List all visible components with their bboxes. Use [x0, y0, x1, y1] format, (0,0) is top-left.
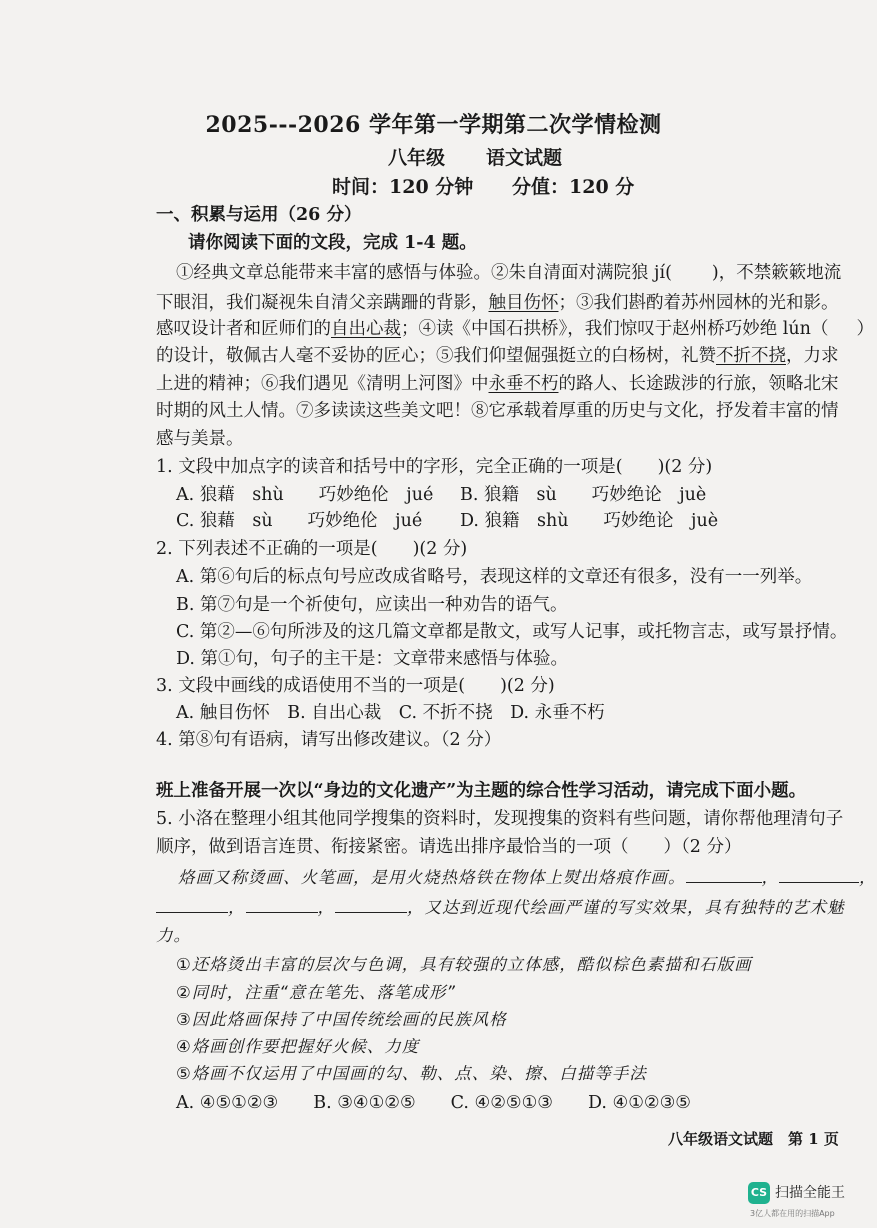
exam-subtitle-subject: 语文试题 [486, 147, 563, 169]
scanner-watermark [748, 1180, 860, 1224]
q5-text-line-3: 力。 [156, 926, 191, 945]
q5-sentence-5: ⑤烙画不仅运用了中国画的勾、勒、点、染、擦、白描等手法 [176, 1064, 647, 1083]
q5-text-line-2: ， ， ，又达到近现代绘画严谨的写实效果，具有独特的艺术魅 [156, 896, 845, 919]
exam-subtitle-grade: 八年级 [388, 147, 446, 169]
passage-line-1: ①经典文章总能带来丰富的感悟与体验。②朱自清面对满院狼 jí( )，不禁簌簌地流 [176, 263, 842, 283]
q4-stem: 4. 第⑧句有语病，请写出修改建议。（2 分） [156, 730, 502, 750]
q5-text-line-1: 烙画又称烫画、火笔画，是用火烧热烙铁在物体上熨出烙痕作画。 ， ， [178, 868, 877, 887]
passage-line-5: 上进的精神；⑥我们遇见《清明上河图》中永垂不朽的路人、长途跋涉的行旅，领略北宋 [156, 374, 839, 394]
passage-line-2: 下眼泪，我们凝视朱自清父亲蹒跚的背影，触目伤怀；③我们斟酌着苏州园林的光和影。 [156, 293, 839, 313]
scanner-app-name: 扫描全能王 [775, 1185, 845, 1201]
q2-option-b: B. 第⑦句是一个祈使句，应读出一种劝告的语气。 [176, 595, 568, 615]
camscanner-logo-icon: CS [748, 1182, 770, 1204]
q5-stem-line-1: 5. 小洛在整理小组其他同学搜集的资料时，发现搜集的资料有些问题，请你帮他理清句子 [156, 809, 844, 829]
exam-score: 分值：120 分 [512, 176, 635, 198]
q1-stem: 1. 文段中加点字的读音和括号中的字形，完全正确的一项是( )(2 分) [156, 457, 713, 477]
scanner-tagline: 3亿人都在用的扫描App [750, 1209, 835, 1218]
section-instruction: 请你阅读下面的文段，完成 1-4 题。 [188, 233, 477, 253]
q1-option-b: B. 狼籍 sù 巧妙绝论 juè [460, 485, 707, 505]
exam-time: 时间：120 分钟 [332, 176, 474, 198]
passage-line-3: 感叹设计者和匠师们的自出心裁；④读《中国石拱桥》，我们惊叹于赵州桥巧妙绝 lún（ ） [156, 319, 874, 339]
q3-stem: 3. 文段中画线的成语使用不当的一项是( )(2 分) [156, 676, 555, 696]
answer-blank-4[interactable] [246, 896, 318, 913]
q1-option-a: A. 狼藉 shù 巧妙绝伦 jué [176, 485, 434, 505]
exam-title: 2025---2026 学年第一学期第二次学情检测 [205, 112, 662, 138]
q2-option-a: A. 第⑥句后的标点句号应改成省略号，表现这样的文章还有很多，没有一一列举。 [176, 567, 813, 587]
answer-blank-1[interactable] [686, 866, 762, 883]
q5-options: A. ④⑤①②③ B. ③④①②⑤ C. ④②⑤①③ D. ④①②③⑤ [176, 1093, 691, 1113]
q1-option-d: D. 狼籍 shù 巧妙绝论 juè [460, 511, 719, 531]
q5-sentence-4: ④烙画创作要把握好火候、力度 [176, 1037, 420, 1056]
answer-blank-3[interactable] [156, 896, 228, 913]
q5-stem-line-2: 顺序，做到语言连贯、衔接紧密。请选出排序最恰当的一项（ ）（2 分） [156, 837, 742, 857]
passage-line-4: 的设计，敬佩古人毫不妥协的匠心；⑤我们仰望倔强挺立的白杨树，礼赞不折不挠，力求 [156, 346, 839, 366]
answer-blank-5[interactable] [335, 896, 407, 913]
idiom-underline-3: 不折不挠 [716, 346, 786, 366]
passage-line-6: 时期的风土人情。⑦多读读这些美文吧！⑧它承载着厚重的历史与文化，抒发着丰富的情 [156, 401, 839, 421]
activity-intro: 班上准备开展一次以“身边的文化遗产”为主题的综合性学习活动，请完成下面小题。 [156, 781, 807, 801]
answer-blank-2[interactable] [779, 866, 859, 883]
passage-line-7: 感与美景。 [156, 429, 244, 449]
q3-options: A. 触目伤怀 B. 自出心裁 C. 不折不挠 D. 永垂不朽 [176, 703, 605, 723]
q5-sentence-2: ②同时，注重“意在笔先、落笔成形” [176, 983, 456, 1002]
page-footer: 八年级语文试题 第 1 页 [668, 1130, 839, 1148]
q2-option-d: D. 第①句，句子的主干是：文章带来感悟与体验。 [176, 649, 569, 669]
q5-sentence-1: ①还烙烫出丰富的层次与色调，具有较强的立体感，酷似棕色素描和石版画 [176, 955, 752, 974]
section-heading: 一、积累与运用（26 分） [156, 205, 362, 225]
q2-option-c: C. 第②—⑥句所涉及的这几篇文章都是散文，或写人记事，或托物言志，或写景抒情。 [176, 622, 848, 642]
idiom-underline-2: 自出心裁 [331, 319, 401, 339]
q1-option-c: C. 狼藉 sù 巧妙绝伦 jué [176, 511, 423, 531]
q2-stem: 2. 下列表述不正确的一项是( )(2 分) [156, 539, 468, 559]
q5-sentence-3: ③因此烙画保持了中国传统绘画的民族风格 [176, 1010, 507, 1029]
idiom-underline-4: 永垂不朽 [488, 374, 559, 394]
idiom-underline-1: 触目伤怀 [488, 293, 559, 313]
